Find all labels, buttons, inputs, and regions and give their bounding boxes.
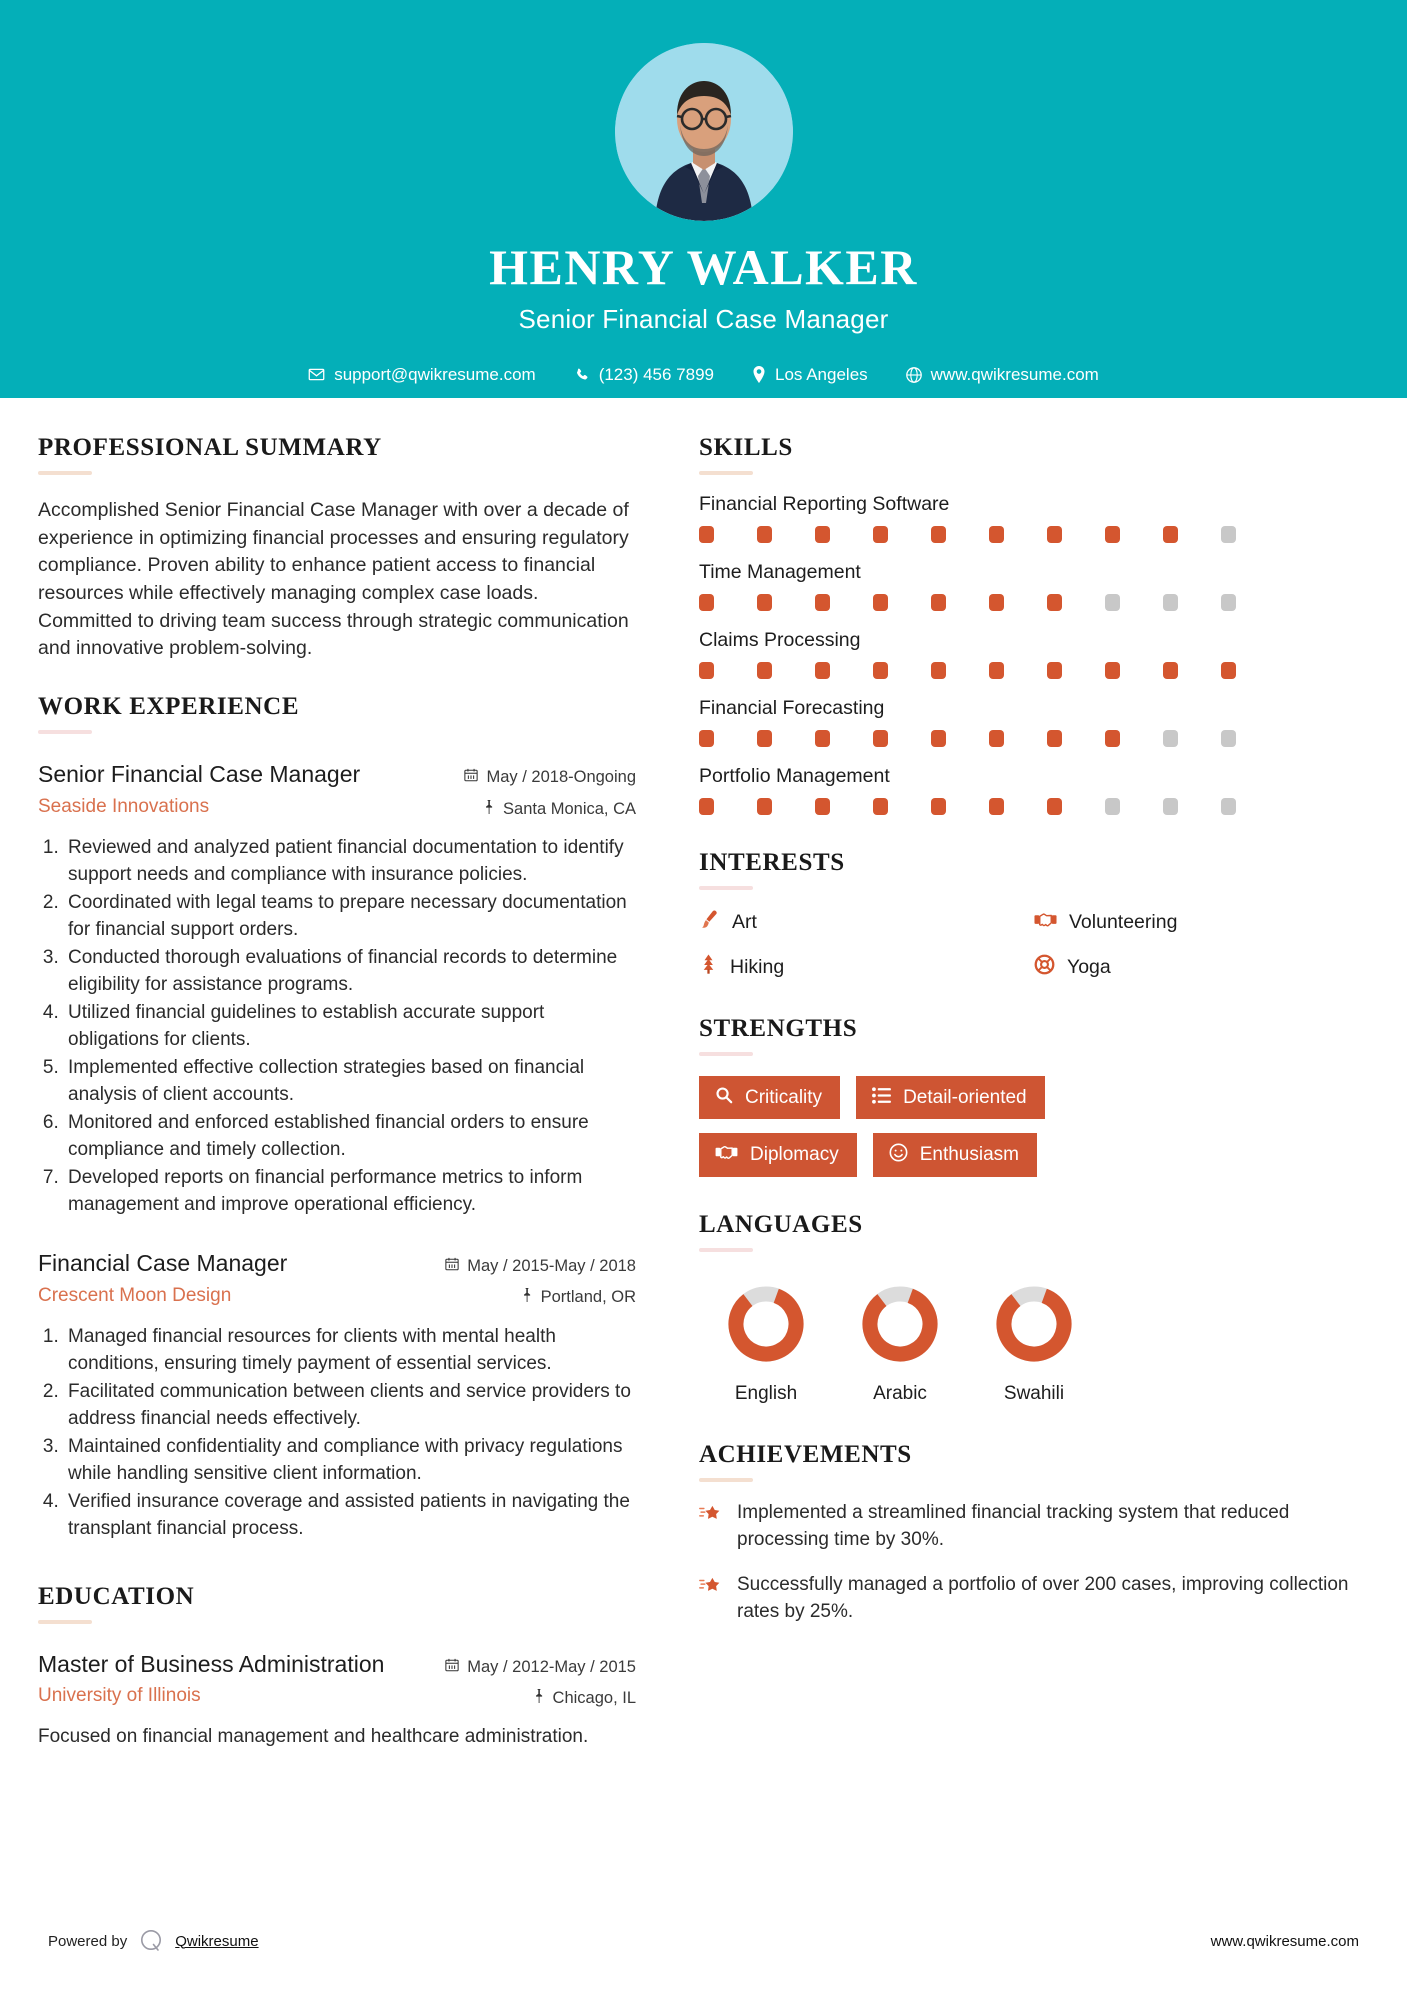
interest-item	[699, 953, 1034, 981]
language-name: English	[734, 1383, 798, 1404]
smiley-icon	[889, 1143, 908, 1166]
skill-dot	[1105, 730, 1120, 747]
skill-name: Financial Forecasting	[699, 697, 885, 719]
skill-dot	[757, 526, 772, 543]
section-skills	[699, 434, 1369, 815]
achievements-list	[699, 1500, 1369, 1626]
skill-dot	[1047, 798, 1062, 815]
bullet-item: 1. Managed financial resources for clients with mental health conditions, ensuring timely payment of essential services.	[64, 1324, 636, 1378]
powered-by-label: Powered by	[48, 1932, 128, 1950]
skill-name: Financial Reporting Software	[699, 493, 950, 515]
section-education	[38, 1583, 636, 1751]
bullet-item: 2. Facilitated communication between clients and service providers to address financial needs effectively.	[64, 1379, 636, 1433]
section-heading-work: WORK EXPERIENCE	[38, 693, 300, 721]
section-rule	[38, 730, 92, 734]
pin-icon	[521, 1285, 533, 1311]
skill-dot	[873, 662, 888, 679]
skill-dot	[873, 730, 888, 747]
language-name: Swahili	[1003, 1383, 1065, 1404]
skill-dot	[815, 662, 830, 679]
work-entry	[38, 1249, 636, 1543]
calendar-icon	[445, 1655, 459, 1681]
skill-dot	[931, 662, 946, 679]
strength-label: Criticality	[745, 1086, 823, 1108]
skills-list	[699, 493, 1369, 815]
contact-website-label: www.qwikresume.com	[930, 364, 1099, 384]
achievement-text: Implemented a streamlined financial tracking system that reduced processing time by 30%.	[737, 1502, 1290, 1550]
skill-dot	[1047, 526, 1062, 543]
tree-icon	[699, 953, 718, 981]
skill-dot	[699, 730, 714, 747]
section-rule	[38, 1620, 92, 1624]
section-strengths	[699, 1015, 1369, 1177]
skill-dot	[1221, 662, 1236, 679]
skill-item	[699, 765, 1369, 815]
bullet-item: 5. Implemented effective collection strategies based on financial analysis of client accounts.	[64, 1055, 636, 1109]
work-bullets	[38, 1324, 636, 1543]
work-entry	[38, 760, 636, 1219]
contact-row	[289, 365, 1118, 385]
skill-dot	[1221, 730, 1236, 747]
skill-dot	[1105, 526, 1120, 543]
contact-phone[interactable]	[555, 365, 733, 385]
achievement-item	[699, 1500, 1369, 1554]
shooting-star-icon	[699, 1572, 723, 1626]
education-location: Chicago, IL	[552, 1689, 636, 1708]
map-pin-icon	[752, 366, 766, 383]
skill-dot	[989, 662, 1004, 679]
bullet-item: 6. Monitored and enforced established financial orders to ensure compliance and timely collection.	[64, 1110, 636, 1164]
bullet-item: 4. Verified insurance coverage and assisted patients in navigating the transplant financial process.	[64, 1489, 636, 1543]
strength-label: Enthusiasm	[919, 1144, 1019, 1165]
work-meta	[424, 1249, 636, 1311]
skill-dot	[1047, 594, 1062, 611]
skill-dot	[931, 594, 946, 611]
bullet-item: 4. Utilized financial guidelines to establish accurate support obligations for clients.	[64, 1000, 636, 1054]
skill-item	[699, 629, 1369, 679]
language-donut-chart	[699, 1278, 833, 1370]
skill-dot	[1163, 526, 1178, 543]
work-dates: May / 2018-Ongoing	[486, 768, 636, 787]
strength-chip-enthusiasm[interactable]	[873, 1133, 1037, 1177]
section-rule	[699, 1248, 753, 1252]
shooting-star-icon	[699, 1500, 723, 1554]
skill-dot	[1163, 662, 1178, 679]
work-meta	[424, 760, 636, 822]
language-item	[967, 1278, 1101, 1405]
section-heading-achievements: ACHIEVEMENTS	[699, 1441, 912, 1468]
work-dates: May / 2015-May / 2018	[467, 1256, 636, 1275]
skill-dot	[989, 594, 1004, 611]
skill-dot	[989, 798, 1004, 815]
contact-email-label: support@qwikresume.com	[334, 364, 536, 384]
qwikresume-logo-icon	[138, 1928, 164, 1954]
calendar-icon	[445, 1254, 459, 1280]
skill-dot	[1105, 798, 1120, 815]
skill-dot	[1163, 594, 1178, 611]
strength-chip-detail-oriented[interactable]	[856, 1076, 1045, 1119]
skill-dot	[989, 730, 1004, 747]
bullet-item: 1. Reviewed and analyzed patient financial documentation to identify support needs and compliance with insurance policies.	[64, 835, 636, 889]
strength-chip-criticality[interactable]	[699, 1076, 840, 1119]
section-heading-summary: PROFESSIONAL SUMMARY	[38, 434, 382, 461]
education-school: University of Illinois	[38, 1685, 201, 1707]
interest-label: Yoga	[1067, 955, 1111, 978]
lifebuoy-icon	[1034, 954, 1055, 981]
education-dates: May / 2012-May / 2015	[467, 1657, 636, 1676]
skill-dot	[931, 798, 946, 815]
section-work-experience	[38, 693, 636, 1543]
language-donut-chart	[833, 1278, 967, 1370]
interests-grid	[699, 909, 1369, 981]
pin-icon	[533, 1686, 545, 1712]
skill-dot	[815, 798, 830, 815]
skill-dot	[989, 526, 1004, 543]
section-interests	[699, 849, 1369, 981]
skill-name: Claims Processing	[699, 629, 861, 651]
education-degree: Master of Business Administration	[38, 1650, 385, 1677]
section-rule	[38, 471, 92, 475]
section-heading-interests: INTERESTS	[699, 849, 845, 876]
skill-dot	[931, 730, 946, 747]
skill-rating	[699, 798, 1369, 815]
interest-item	[1034, 953, 1369, 981]
bullet-item: 3. Conducted thorough evaluations of financial records to determine eligibility for assistance programs.	[64, 945, 636, 999]
contact-location[interactable]	[733, 365, 887, 385]
work-bullets	[38, 835, 636, 1219]
skill-dot	[699, 662, 714, 679]
resume-body	[0, 398, 1407, 1754]
summary-text: Accomplished Senior Financial Case Manager with over a decade of experience in optimizing financial processes and ensuring regulatory compliance. Proven ability to enhance patient access to financial resources while effectively managing complex case loads. Committed to driving team success through strategic communication and innovative problem-solving.	[38, 499, 629, 660]
contact-phone-label: (123) 456 7899	[598, 364, 715, 384]
pin-icon	[483, 797, 495, 823]
work-role: Senior Financial Case Manager	[38, 761, 361, 788]
list-icon	[872, 1087, 891, 1108]
work-organization: Seaside Innovations	[38, 795, 210, 817]
skill-dot	[757, 798, 772, 815]
skill-dot	[873, 798, 888, 815]
section-heading-skills: SKILLS	[699, 434, 793, 461]
envelope-icon	[308, 366, 325, 383]
skill-dot	[757, 662, 772, 679]
section-rule	[699, 471, 753, 475]
phone-icon	[574, 367, 590, 383]
skill-dot	[1221, 526, 1236, 543]
skill-dot	[931, 526, 946, 543]
resume-header	[0, 0, 1407, 398]
handshake-icon	[715, 1143, 738, 1166]
education-meta	[424, 1650, 636, 1712]
skill-dot	[1163, 798, 1178, 815]
paintbrush-icon	[699, 909, 720, 936]
language-donut-chart	[967, 1278, 1101, 1370]
skill-dot	[757, 594, 772, 611]
skill-dot	[699, 798, 714, 815]
skill-dot	[873, 526, 888, 543]
achievement-item	[699, 1572, 1369, 1626]
education-note: Focused on financial management and healthcare administration.	[38, 1725, 589, 1747]
qwikresume-brand-link[interactable]: Qwikresume	[175, 1932, 259, 1950]
calendar-icon	[464, 765, 478, 791]
interest-label: Art	[732, 911, 757, 933]
languages-list	[699, 1278, 1369, 1405]
skill-dot	[815, 730, 830, 747]
powered-by	[48, 1928, 259, 1954]
strength-label: Detail-oriented	[903, 1086, 1027, 1108]
skill-dot	[1163, 730, 1178, 747]
skill-dot	[873, 594, 888, 611]
language-item	[699, 1278, 833, 1405]
skill-name: Time Management	[699, 561, 861, 583]
page-title: HENRY WALKER	[489, 239, 918, 295]
left-column	[38, 398, 658, 1754]
skill-dot	[1047, 662, 1062, 679]
skill-dot	[1047, 730, 1062, 747]
skill-item	[699, 697, 1369, 747]
work-location: Portland, OR	[540, 1288, 636, 1307]
work-location: Santa Monica, CA	[503, 799, 636, 818]
skill-item	[699, 561, 1369, 611]
contact-website[interactable]	[887, 365, 1118, 385]
interest-item	[699, 909, 1034, 936]
skill-item	[699, 493, 1369, 543]
skill-dot	[1221, 798, 1236, 815]
skill-rating	[699, 526, 1369, 543]
section-languages	[699, 1211, 1369, 1405]
strength-label: Diplomacy	[750, 1144, 839, 1165]
skill-dot	[1221, 594, 1236, 611]
strengths-list	[699, 1076, 1119, 1177]
magnifier-icon	[715, 1086, 733, 1108]
handshake-icon	[1034, 910, 1057, 936]
interest-item	[1034, 909, 1369, 936]
work-organization: Crescent Moon Design	[38, 1284, 232, 1306]
interest-label: Volunteering	[1069, 911, 1178, 933]
skill-rating	[699, 662, 1369, 679]
section-heading-languages: LANGUAGES	[699, 1211, 863, 1238]
skill-rating	[699, 594, 1369, 611]
strength-chip-diplomacy[interactable]	[699, 1133, 857, 1177]
section-achievements	[699, 1441, 1369, 1626]
language-name: Arabic	[873, 1383, 927, 1404]
bullet-item: 3. Maintained confidentiality and compliance with privacy regulations while handling sensitive client information.	[64, 1434, 636, 1488]
bullet-item: 2. Coordinated with legal teams to prepare necessary documentation for financial support orders.	[64, 890, 636, 944]
interest-label: Hiking	[730, 955, 785, 978]
section-rule	[699, 1052, 753, 1056]
education-entry	[38, 1650, 636, 1751]
work-role: Financial Case Manager	[38, 1249, 288, 1276]
footer-url[interactable]: www.qwikresume.com	[1210, 1932, 1359, 1950]
skill-dot	[815, 594, 830, 611]
skill-rating	[699, 730, 1369, 747]
skill-name: Portfolio Management	[699, 765, 890, 787]
section-heading-strengths: STRENGTHS	[699, 1015, 858, 1042]
achievement-text: Successfully managed a portfolio of over 200 cases, improving collection rates by 25%.	[737, 1573, 1349, 1622]
skill-dot	[757, 730, 772, 747]
skill-dot	[815, 526, 830, 543]
contact-email[interactable]	[289, 365, 555, 385]
skill-dot	[1105, 594, 1120, 611]
bullet-item: 7. Developed reports on financial performance metrics to inform management and improve operational efficiency.	[64, 1165, 636, 1219]
skill-dot	[699, 526, 714, 543]
avatar	[615, 43, 793, 221]
section-professional-summary	[38, 434, 636, 663]
section-rule	[699, 886, 753, 890]
skill-dot	[1105, 662, 1120, 679]
section-heading-education: EDUCATION	[38, 1582, 195, 1610]
page-footer	[0, 1928, 1407, 1954]
right-column	[658, 398, 1369, 1754]
section-rule	[699, 1478, 753, 1482]
skill-dot	[699, 594, 714, 611]
contact-location-label: Los Angeles	[775, 364, 868, 384]
language-item	[833, 1278, 967, 1405]
globe-icon	[906, 367, 922, 383]
header-job-title: Senior Financial Case Manager	[518, 303, 889, 334]
